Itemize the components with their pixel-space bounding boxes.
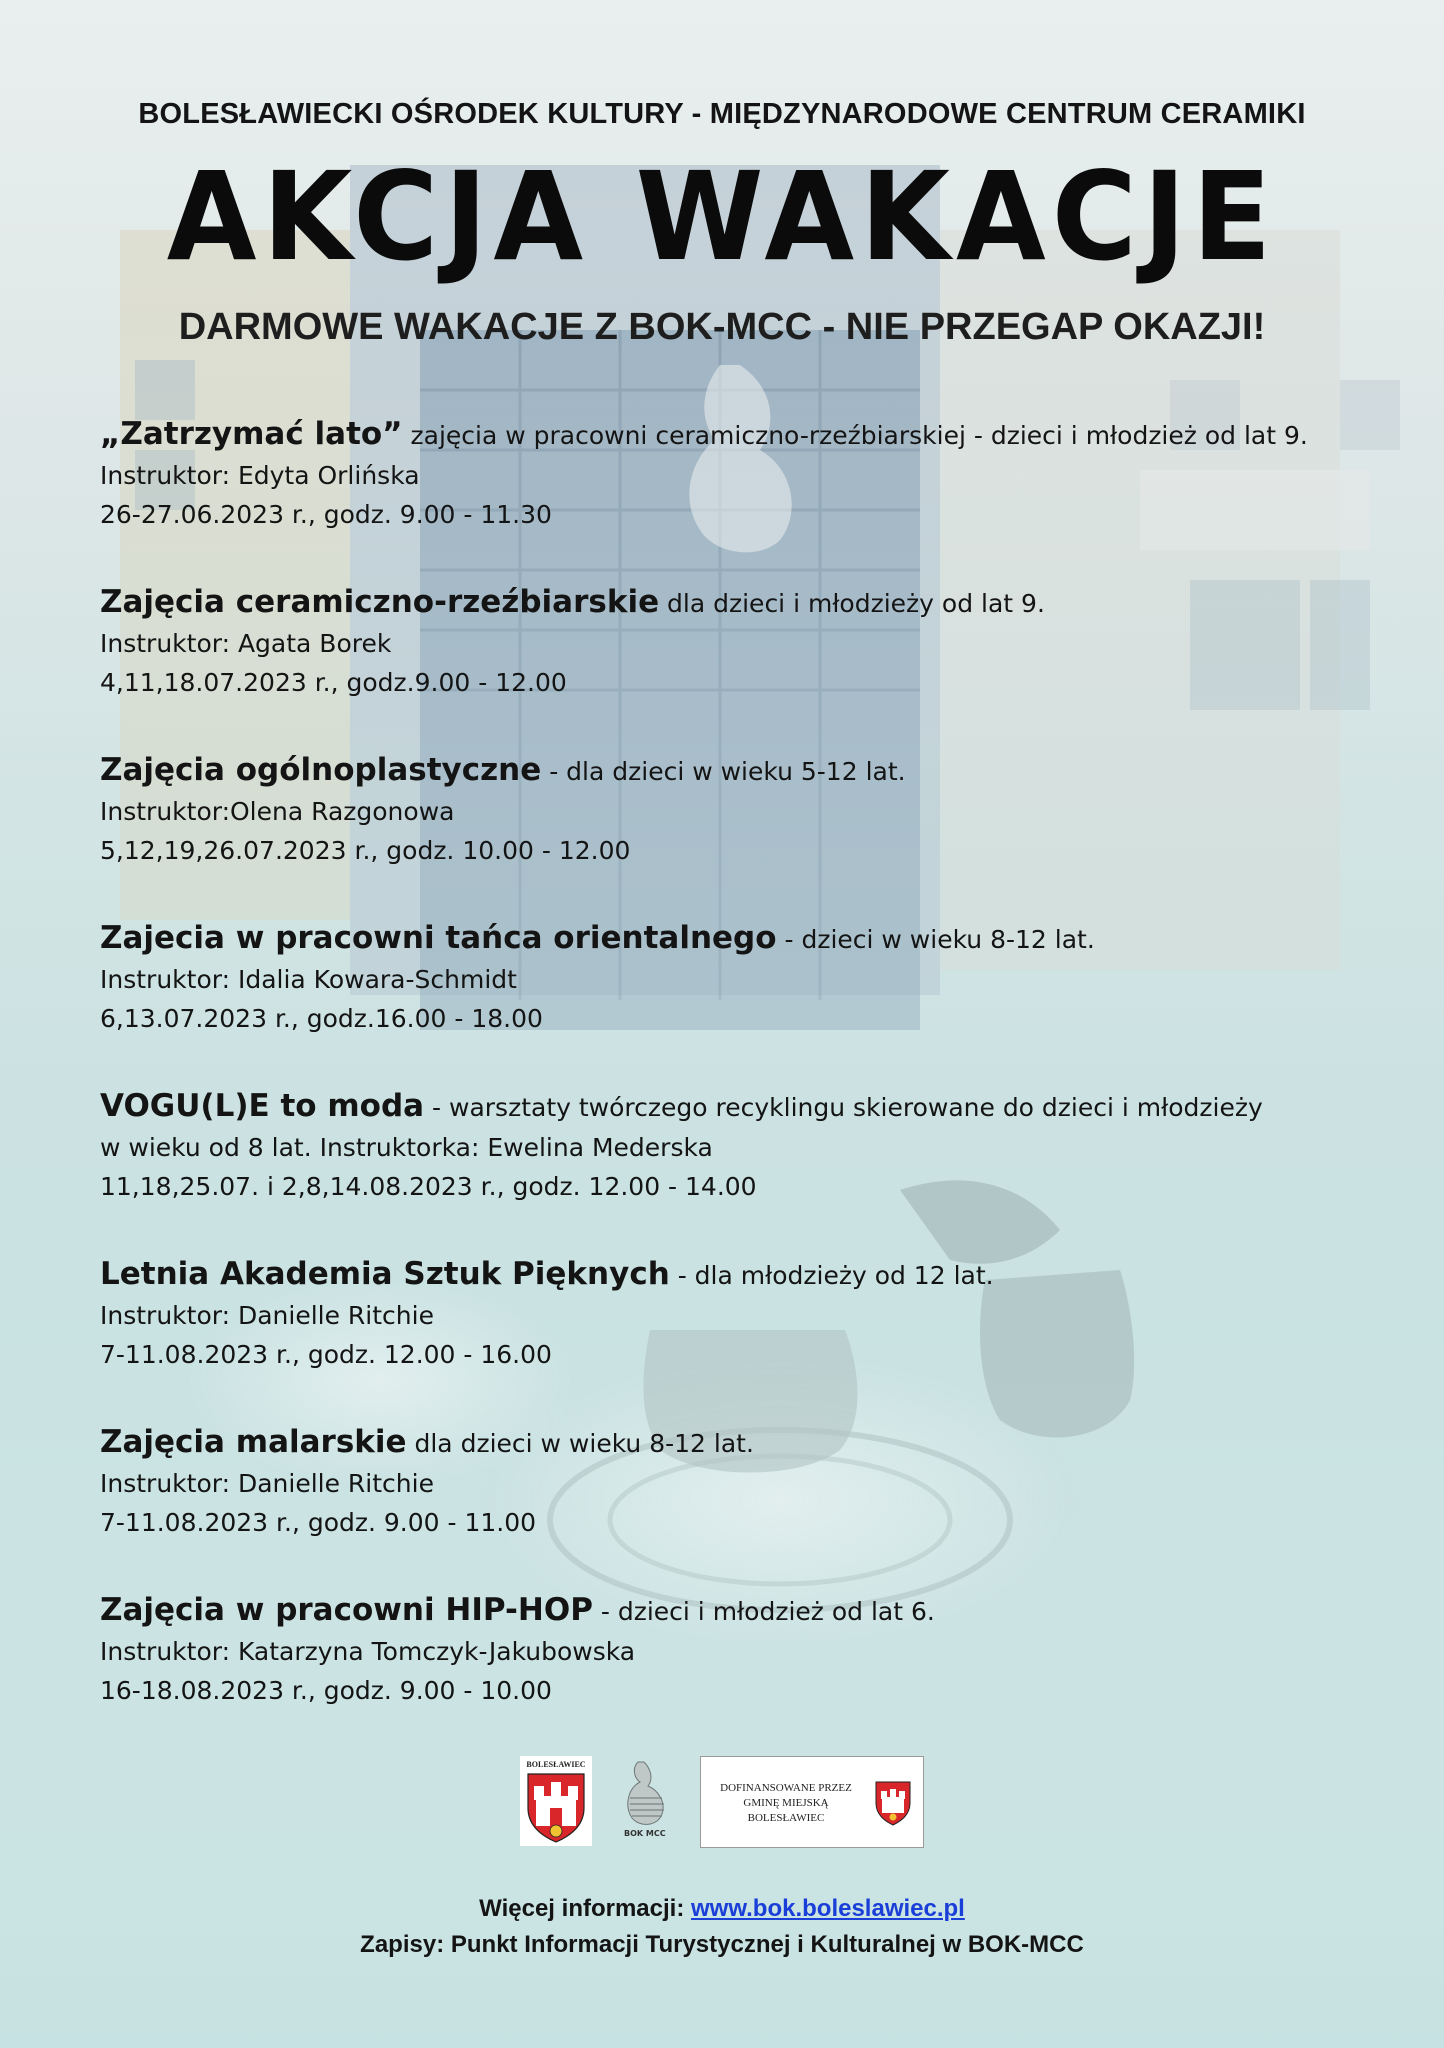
event-dates: 26-27.06.2023 r., godz. 9.00 - 11.30	[100, 500, 552, 529]
event-item	[100, 918, 1390, 1086]
event-name: VOGU(L)E to moda	[100, 1088, 425, 1124]
event-description: dla dzieci i młodzieży od lat 9.	[659, 589, 1045, 618]
page-title: AKCJA WAKACJE	[166, 146, 1278, 289]
event-dates: 7-11.08.2023 r., godz. 9.00 - 11.00	[100, 1508, 537, 1537]
funding-badge	[700, 1756, 924, 1848]
event-description: - dzieci i młodzież od lat 6.	[592, 1597, 935, 1626]
event-description: - dla dzieci w wieku 5-12 lat.	[541, 757, 906, 786]
event-item	[100, 1422, 1390, 1590]
more-info-label: Więcej informacji:	[479, 1895, 691, 1922]
funding-crest-icon	[873, 1779, 913, 1827]
event-dates: 6,13.07.2023 r., godz.16.00 - 18.00	[100, 1004, 543, 1033]
bok-logo-text: BOK MCC	[624, 1829, 666, 1838]
event-dates: 7-11.08.2023 r., godz. 12.00 - 16.00	[100, 1340, 552, 1369]
event-item	[100, 1590, 1390, 1758]
event-instructor: Instruktor: Edyta Orlińska	[100, 461, 420, 490]
event-description: zajęcia w pracowni ceramiczno-rzeźbiarskiej - dzieci i młodzież od lat 9.	[402, 421, 1308, 450]
event-description: - dzieci w wieku 8-12 lat.	[776, 925, 1095, 954]
event-name: Zajęcia ogólnoplastyczne	[100, 752, 542, 788]
event-instructor: Instruktor: Katarzyna Tomczyk-Jakubowska	[100, 1637, 636, 1666]
event-instructor: Instruktor: Danielle Ritchie	[100, 1301, 434, 1330]
crest-label: BOLESŁAWIEC	[526, 1760, 586, 1769]
event-name: Letnia Akademia Sztuk Pięknych	[100, 1256, 670, 1292]
event-name: Zajęcia malarskie	[100, 1424, 407, 1460]
event-instructor: Instruktor:Olena Razgonowa	[100, 797, 455, 826]
sponsor-logos	[0, 1756, 1444, 1846]
event-dates: 5,12,19,26.07.2023 r., godz. 10.00 - 12.00	[100, 836, 631, 865]
event-item	[100, 1254, 1390, 1422]
event-name: Zajęcia w pracowni HIP-HOP	[100, 1592, 593, 1628]
event-description: - dla młodzieży od 12 lat.	[669, 1261, 994, 1290]
events-list	[100, 414, 1390, 1758]
event-item	[100, 750, 1390, 918]
organization-name: BOLESŁAWIECKI OŚRODEK KULTURY - MIĘDZYNARODOWE CENTRUM CERAMIKI	[138, 98, 1306, 130]
event-instructor: Instruktor: Idalia Kowara-Schmidt	[100, 965, 517, 994]
event-name: Zajęcia ceramiczno-rzeźbiarskie	[100, 584, 660, 620]
footer-info	[0, 1891, 1444, 1963]
event-instructor: Instruktor: Danielle Ritchie	[100, 1469, 434, 1498]
event-item	[100, 1086, 1390, 1254]
event-dates: 11,18,25.07. i 2,8,14.08.2023 r., godz. 12.00 - 14.00	[100, 1172, 757, 1201]
bok-mcc-logo	[608, 1758, 670, 1846]
event-instructor: w wieku od 8 lat. Instruktorka: Ewelina Mederska	[100, 1133, 713, 1162]
event-item	[100, 582, 1390, 750]
event-name: Zajecia w pracowni tańca orientalnego	[100, 920, 777, 956]
event-dates: 4,11,18.07.2023 r., godz.9.00 - 12.00	[100, 668, 567, 697]
event-item	[100, 414, 1390, 582]
city-crest-logo	[520, 1756, 592, 1846]
funding-text: DOFINANSOWANE PRZEZ GMINĘ MIEJSKĄ BOLESŁAWIEC	[720, 1782, 852, 1824]
event-name: „Zatrzymać lato”	[100, 416, 403, 452]
registration-text: Zapisy: Punkt Informacji Turystycznej i Kulturalnej w BOK-MCC	[360, 1931, 1084, 1958]
page-subtitle: DARMOWE WAKACJE Z BOK-MCC - NIE PRZEGAP OKAZJI!	[178, 306, 1266, 348]
website-link[interactable]: www.bok.boleslawiec.pl	[691, 1895, 965, 1922]
event-description: - warsztaty twórczego recyklingu skierowane do dzieci i młodzieży	[424, 1093, 1263, 1122]
event-dates: 16-18.08.2023 r., godz. 9.00 - 10.00	[100, 1676, 552, 1705]
event-description: dla dzieci w wieku 8-12 lat.	[406, 1429, 754, 1458]
event-instructor: Instruktor: Agata Borek	[100, 629, 392, 658]
